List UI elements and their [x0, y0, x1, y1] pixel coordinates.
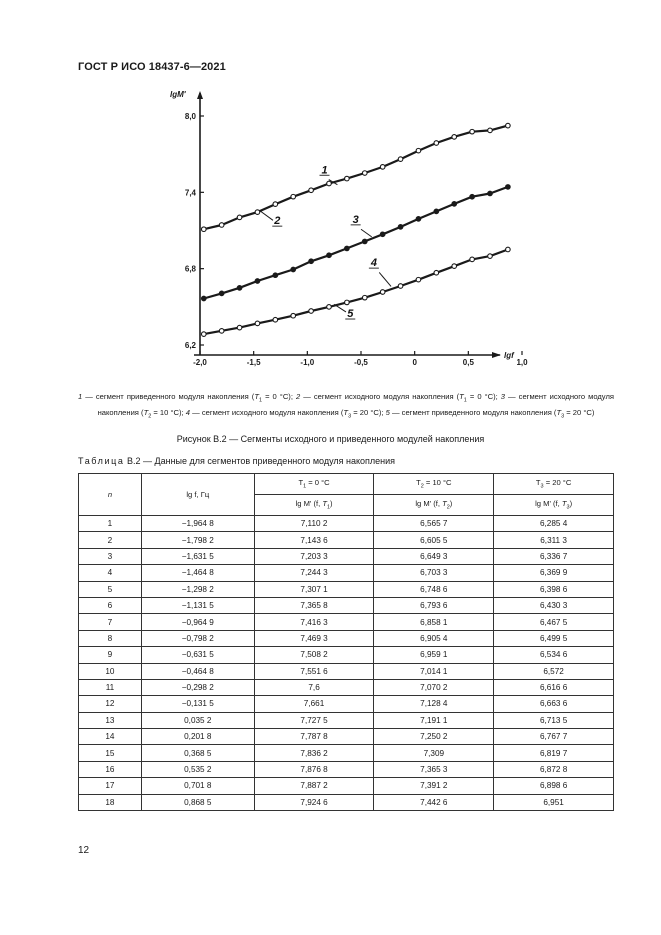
table-cell: −0,631 5: [141, 647, 254, 663]
data-point: [362, 171, 367, 176]
table-cell: 7,014 1: [374, 663, 494, 679]
data-point: [362, 239, 367, 244]
data-point: [291, 194, 296, 199]
y-tick-label: 6,8: [184, 264, 196, 274]
table-cell: 7,876 8: [254, 761, 374, 777]
table-cell: −1,464 8: [141, 565, 254, 581]
data-point: [291, 267, 296, 272]
data-point: [506, 247, 511, 252]
data-point: [362, 295, 367, 300]
table-cell: 9: [79, 647, 142, 663]
table-cell: 0,868 5: [141, 794, 254, 810]
table-cell: −0,464 8: [141, 663, 254, 679]
x-tick-label: -2,0: [193, 358, 207, 367]
table-cell: 7,110 2: [254, 516, 374, 532]
y-axis-label: lgM': [170, 90, 186, 99]
table-cell: 7,416 3: [254, 614, 374, 630]
table-cell: 0,368 5: [141, 745, 254, 761]
data-point: [470, 129, 475, 134]
table-cell: 5: [79, 581, 142, 597]
table-cell: 1: [79, 516, 142, 532]
table-cell: 6,703 3: [374, 565, 494, 581]
table-title: Таблица В.2 — Данные для сегментов приведенного модуля накопления: [78, 456, 396, 466]
table-row: [79, 614, 614, 630]
data-point: [273, 317, 278, 322]
data-point: [237, 215, 242, 220]
table-cell: 7,551 6: [254, 663, 374, 679]
data-point: [237, 325, 242, 330]
figure-caption: Рисунок В.2 — Сегменты исходного и приведенного модулей накопления: [176, 434, 485, 444]
data-point: [291, 313, 296, 318]
table-cell: 6,430 3: [494, 597, 614, 613]
table-cell: 7,309: [374, 745, 494, 761]
storage-modulus-chart: [150, 85, 528, 383]
table-cell: 6,369 9: [494, 565, 614, 581]
data-point: [470, 194, 475, 199]
data-point: [255, 279, 260, 284]
table-cell: 6,858 1: [374, 614, 494, 630]
table-row: [79, 548, 614, 564]
table-cell: 7,442 6: [374, 794, 494, 810]
table-cell: −1,631 5: [141, 548, 254, 564]
table-cell: 7,365 8: [254, 597, 374, 613]
table-cell: 6,565 7: [374, 516, 494, 532]
curve-label: 5: [347, 308, 354, 321]
page-header: ГОСТ Р ИСО 18437-6—2021: [78, 61, 226, 73]
data-point: [309, 259, 314, 264]
data-table: [78, 473, 614, 811]
table-cell: 6,311 3: [494, 532, 614, 548]
data-point: [327, 253, 332, 258]
table-cell: 14: [79, 729, 142, 745]
data-point: [434, 209, 439, 214]
data-point: [398, 225, 403, 230]
x-tick-label: -0,5: [354, 358, 368, 367]
data-point: [255, 321, 260, 326]
table-cell: 6,605 5: [374, 532, 494, 548]
data-point: [470, 257, 475, 262]
table-row: [79, 679, 614, 695]
table-cell: 3: [79, 548, 142, 564]
table-cell: 0,535 2: [141, 761, 254, 777]
curve-label: 1: [321, 164, 328, 177]
data-point: [488, 254, 493, 259]
table-row: [79, 565, 614, 581]
data-point: [416, 217, 421, 222]
table-cell: −1,798 2: [141, 532, 254, 548]
table-cell: 7,191 1: [374, 712, 494, 728]
table-row: [79, 745, 614, 761]
data-point: [398, 284, 403, 289]
table-cell: 6,819 7: [494, 745, 614, 761]
table-cell: 15: [79, 745, 142, 761]
data-point: [398, 157, 403, 162]
data-point: [219, 223, 224, 228]
header-lgf: lg f, Гц: [141, 474, 254, 516]
data-point: [309, 309, 314, 314]
data-point: [380, 290, 385, 295]
page-number: 12: [78, 845, 90, 856]
data-point: [506, 185, 511, 190]
x-tick-label: -1,5: [246, 358, 261, 367]
table-cell: 2: [79, 532, 142, 548]
data-point: [506, 123, 511, 128]
table-cell: 13: [79, 712, 142, 728]
table-cell: 17: [79, 778, 142, 794]
data-point: [345, 300, 350, 305]
table-cell: −0,798 2: [141, 630, 254, 646]
table-cell: 7,836 2: [254, 745, 374, 761]
table-cell: −1,964 8: [141, 516, 254, 532]
header-t2: $T_2 = 10$ °C: [374, 474, 494, 495]
table-cell: 11: [79, 679, 142, 695]
x-tick-label: 1,0: [516, 358, 528, 367]
series-line: [204, 250, 508, 335]
data-point: [273, 202, 278, 207]
table-cell: 6,467 5: [494, 614, 614, 630]
table-cell: 0,035 2: [141, 712, 254, 728]
series-line: [204, 187, 508, 299]
data-point: [452, 135, 457, 140]
table-cell: 6,905 4: [374, 630, 494, 646]
label-leader: [334, 304, 346, 312]
table-cell: 6,534 6: [494, 647, 614, 663]
table-row: [79, 581, 614, 597]
table-cell: 6,499 5: [494, 630, 614, 646]
curve-label: 3: [352, 213, 359, 226]
label-leader: [259, 210, 273, 220]
data-point: [452, 264, 457, 269]
subheader-m3: lg M' (f, $T_3$): [494, 495, 614, 516]
table-cell: 6,959 1: [374, 647, 494, 663]
table-row: [79, 597, 614, 613]
table-cell: 7,6: [254, 679, 374, 695]
data-point: [219, 329, 224, 334]
table-cell: 7,203 3: [254, 548, 374, 564]
table-cell: 7,661: [254, 696, 374, 712]
table-cell: 8: [79, 630, 142, 646]
table-row: [79, 663, 614, 679]
data-point: [201, 296, 206, 301]
label-leader: [379, 272, 391, 286]
data-point: [452, 202, 457, 207]
table-row: [79, 794, 614, 810]
table-cell: 16: [79, 761, 142, 777]
data-point: [434, 141, 439, 146]
table-cell: 18: [79, 794, 142, 810]
table-cell: 7,887 2: [254, 778, 374, 794]
data-point: [488, 128, 493, 133]
table-cell: 6,872 8: [494, 761, 614, 777]
table-cell: 6: [79, 597, 142, 613]
table-row: [79, 647, 614, 663]
table-cell: 7,250 2: [374, 729, 494, 745]
table-cell: 7,924 6: [254, 794, 374, 810]
table-cell: 6,793 6: [374, 597, 494, 613]
header-t1: $T_1 = 0$ °C: [254, 474, 374, 495]
table-cell: 7,307 1: [254, 581, 374, 597]
table-cell: 7: [79, 614, 142, 630]
data-point: [327, 181, 332, 186]
x-tick-label: -1,0: [300, 358, 315, 367]
data-point: [380, 165, 385, 170]
table-cell: 7,391 2: [374, 778, 494, 794]
data-point: [201, 332, 206, 337]
table-cell: 0,201 8: [141, 729, 254, 745]
table-row: [79, 778, 614, 794]
table-body: [79, 516, 614, 811]
data-point: [488, 191, 493, 196]
table-row: [79, 532, 614, 548]
table-cell: 7,787 8: [254, 729, 374, 745]
data-point: [434, 270, 439, 275]
table-cell: 7,128 4: [374, 696, 494, 712]
table-cell: 7,070 2: [374, 679, 494, 695]
data-point: [273, 273, 278, 278]
table-cell: 6,285 4: [494, 516, 614, 532]
data-point: [219, 291, 224, 296]
data-point: [380, 232, 385, 237]
table-cell: −0,131 5: [141, 696, 254, 712]
table-cell: 7,244 3: [254, 565, 374, 581]
table-cell: −1,298 2: [141, 581, 254, 597]
table-cell: 6,748 6: [374, 581, 494, 597]
chart-curves: [204, 126, 508, 335]
data-point: [345, 246, 350, 251]
x-axis-label: lgf: [504, 351, 514, 360]
data-point: [416, 148, 421, 153]
table-cell: 6,663 6: [494, 696, 614, 712]
data-point: [327, 305, 332, 310]
figure-legend: 1 — сегмент приведенного модуля накопления ($T_1 = 0$ °C); 2 — сегмент исходного модуля накопления ($T_1 = 0$ °C); 3 — сегмент исходного модуля накопления ($T_2 = 10$ °C); 4 — сегмент исходного модуля накопления ($T_3 = 20$ °C); 5 — сегмент приведенного модуля накопления ($T_3 = 20$ °C): [78, 392, 614, 420]
table-cell: 6,951: [494, 794, 614, 810]
table-cell: 6,713 5: [494, 712, 614, 728]
table-cell: −0,964 9: [141, 614, 254, 630]
subheader-m1: lg M' (f, $T_1$): [254, 495, 374, 516]
table-row: [79, 712, 614, 728]
y-tick-label: 7,4: [184, 188, 196, 198]
table-cell: 7,469 3: [254, 630, 374, 646]
table-cell: 4: [79, 565, 142, 581]
table-cell: 10: [79, 663, 142, 679]
x-tick-label: 0: [412, 358, 417, 367]
table-cell: −1,131 5: [141, 597, 254, 613]
table-cell: 6,898 6: [494, 778, 614, 794]
table-cell: 6,336 7: [494, 548, 614, 564]
subheader-m2: lg M' (f, $T_2$): [374, 495, 494, 516]
data-point: [416, 277, 421, 282]
table-cell: 6,767 7: [494, 729, 614, 745]
data-point: [237, 286, 242, 291]
data-point: [309, 188, 314, 193]
table-cell: 7,727 5: [254, 712, 374, 728]
table-cell: 6,649 3: [374, 548, 494, 564]
data-point: [201, 227, 206, 232]
table-cell: 7,143 6: [254, 532, 374, 548]
table-row: [79, 630, 614, 646]
table-row: [79, 729, 614, 745]
chart-points: [201, 123, 510, 336]
data-point: [345, 176, 350, 181]
table-cell: 12: [79, 696, 142, 712]
header-n: n: [79, 474, 142, 516]
y-tick-label: 8,0: [184, 112, 196, 121]
table-row: [79, 516, 614, 532]
table-cell: 6,616 6: [494, 679, 614, 695]
y-axis-arrow: [197, 91, 203, 99]
table-row: [79, 696, 614, 712]
curve-label: 2: [274, 215, 281, 228]
table-cell: 0,701 8: [141, 778, 254, 794]
table-cell: 6,398 6: [494, 581, 614, 597]
x-tick-label: 0,5: [462, 358, 474, 367]
table-cell: 7,365 3: [374, 761, 494, 777]
header-t3: $T_3 = 20$ °C: [494, 474, 614, 495]
curve-label: 4: [370, 257, 377, 270]
table-cell: 7,508 2: [254, 647, 374, 663]
x-axis-arrow: [492, 352, 501, 358]
table-cell: 6,572: [494, 663, 614, 679]
label-leader: [361, 229, 372, 237]
y-tick-label: 6,2: [184, 341, 196, 350]
table-row: [79, 761, 614, 777]
table-cell: −0,298 2: [141, 679, 254, 695]
